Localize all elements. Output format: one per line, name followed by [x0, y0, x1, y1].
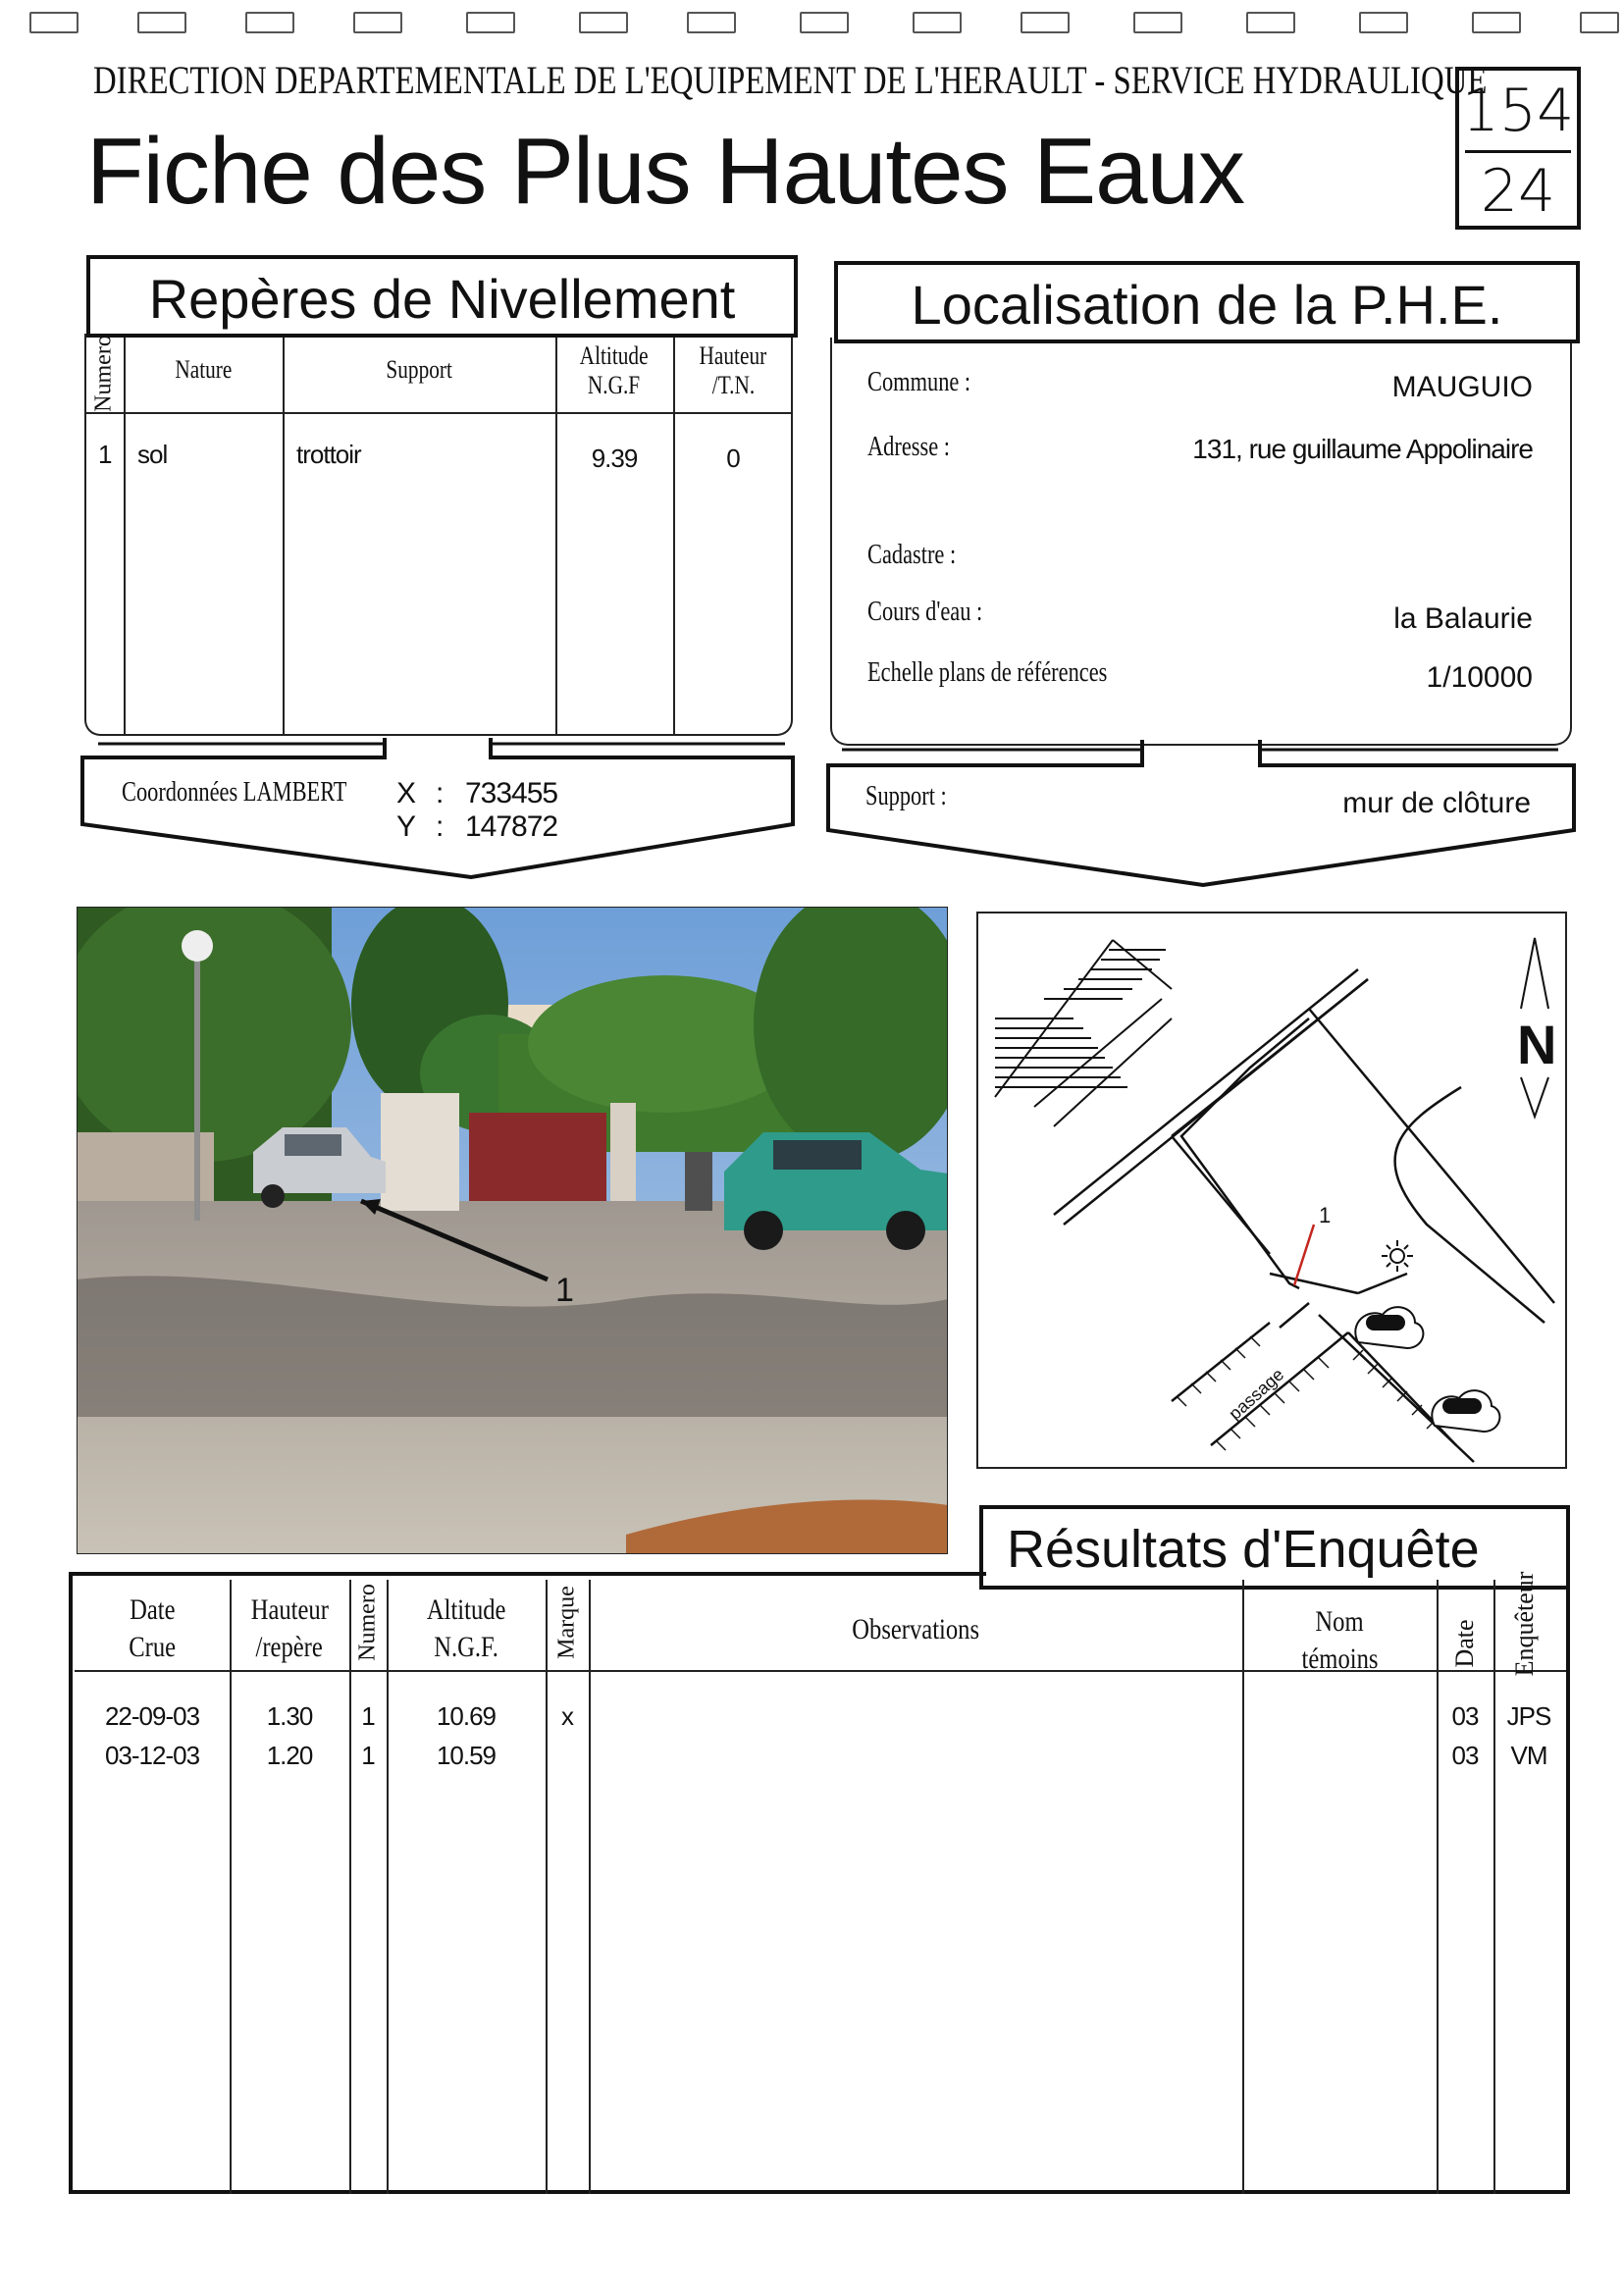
- coord-x-label: X: [396, 777, 416, 809]
- row-enqueteur: JPS: [1506, 1701, 1551, 1731]
- reperes-title-box: [86, 255, 798, 338]
- binding-hole: [1246, 12, 1295, 33]
- echelle-value: 1/10000: [1426, 661, 1533, 694]
- binding-hole: [800, 12, 849, 33]
- code-bottom: 24: [1480, 157, 1556, 226]
- binding-hole: [579, 12, 628, 33]
- repere-numero: 1: [98, 440, 112, 469]
- col-date-crue: Date Crue: [129, 1593, 176, 1663]
- binding-hole: [466, 12, 515, 33]
- resultats-title: Résultats d'Enquête: [1007, 1520, 1480, 1579]
- binding-hole: [1021, 12, 1070, 33]
- row-date2: 03: [1451, 1701, 1479, 1731]
- cadastre-label: Cadastre :: [867, 540, 957, 570]
- page-title: Fiche des Plus Hautes Eaux: [86, 119, 1244, 224]
- row-numero: 1: [361, 1741, 375, 1770]
- code-top: 154: [1461, 77, 1575, 145]
- coord-y-label: Y: [396, 810, 416, 843]
- coord-x-sep: :: [436, 777, 444, 809]
- row-date: 03-12-03: [104, 1741, 200, 1770]
- repere-support: trottoir: [296, 440, 361, 469]
- binding-hole: [687, 12, 736, 33]
- commune-label: Commune :: [867, 367, 971, 397]
- binding-hole: [1472, 12, 1521, 33]
- col-numero: Numero: [90, 335, 117, 412]
- repere-nature: sol: [137, 440, 168, 469]
- binding-hole: [245, 12, 294, 33]
- row-marque: x: [561, 1701, 573, 1731]
- localisation-title: Localisation de la P.H.E.: [911, 274, 1503, 336]
- binding-hole: [29, 12, 79, 33]
- repere-hauteur: 0: [726, 444, 740, 473]
- cours-eau-value: la Balaurie: [1393, 602, 1533, 635]
- coordonnees-label: Coordonnées LAMBERT: [122, 777, 347, 808]
- col-support: Support: [386, 355, 452, 384]
- location-sketch: [975, 911, 1568, 1470]
- col-numero: Numero: [354, 1584, 381, 1661]
- col-marque: Marque: [553, 1586, 580, 1659]
- north-label: N: [1517, 1014, 1557, 1075]
- row-hauteur: 1.20: [266, 1741, 313, 1770]
- col-altitude-ngf: Altitude N.G.F.: [426, 1593, 506, 1663]
- adresse-label: Adresse :: [867, 432, 950, 462]
- plan-marker: 1: [1319, 1203, 1332, 1227]
- col-divider: [124, 338, 126, 736]
- row-hauteur: 1.30: [266, 1701, 313, 1731]
- site-photo: [77, 907, 948, 1554]
- col-hauteur: Hauteur /T.N.: [699, 341, 767, 399]
- col-nature: Nature: [174, 355, 233, 384]
- binding-hole: [1359, 12, 1408, 33]
- code-divider: [1465, 150, 1571, 153]
- binding-hole: [137, 12, 186, 33]
- coord-y-sep: :: [436, 810, 444, 843]
- binding-hole: [353, 12, 402, 33]
- cours-eau-label: Cours d'eau :: [867, 597, 983, 627]
- photo-marker: 1: [555, 1272, 574, 1309]
- passage-label: passage: [1225, 1364, 1288, 1424]
- reperes-title: Repères de Nivellement: [148, 268, 736, 330]
- coord-y-value: 147872: [465, 810, 558, 843]
- col-nom-temoins: Nom témoins: [1301, 1605, 1378, 1675]
- row-altitude: 10.59: [436, 1741, 497, 1770]
- col-date: Date: [1450, 1619, 1479, 1668]
- binding-hole: [1580, 12, 1619, 33]
- support-label: Support :: [865, 781, 947, 811]
- commune-value: MAUGUIO: [1391, 371, 1533, 403]
- coord-x-value: 733455: [465, 777, 558, 809]
- echelle-label: Echelle plans de références: [867, 657, 1108, 688]
- col-divider: [283, 338, 285, 736]
- col-enqueteur: Enquêteur: [1510, 1571, 1539, 1677]
- localisation-title-box: [834, 261, 1580, 343]
- row-enqueteur: VM: [1510, 1741, 1547, 1770]
- direction-heading: DIRECTION DEPARTEMENTALE DE L'EQUIPEMENT DE L'HERAULT - SERVICE HYDRAULIQUE: [93, 58, 1488, 102]
- binding-hole: [1133, 12, 1182, 33]
- col-observations: Observations: [852, 1613, 979, 1645]
- adresse-value: 131, rue guillaume Appolinaire: [1192, 434, 1533, 464]
- col-hauteur-repere: Hauteur /repère: [250, 1593, 329, 1663]
- binding-hole: [913, 12, 962, 33]
- row-numero: 1: [361, 1701, 375, 1731]
- row-date: 22-09-03: [104, 1701, 200, 1731]
- support-value: mur de clôture: [1342, 787, 1531, 819]
- code-box: [1455, 67, 1581, 230]
- col-altitude: Altitude N.G.F: [580, 341, 649, 399]
- repere-altitude: 9.39: [591, 444, 638, 473]
- row-date2: 03: [1451, 1741, 1479, 1770]
- header-divider: [84, 412, 793, 414]
- resultats-top-border: [69, 1572, 986, 1576]
- row-altitude: 10.69: [436, 1701, 497, 1731]
